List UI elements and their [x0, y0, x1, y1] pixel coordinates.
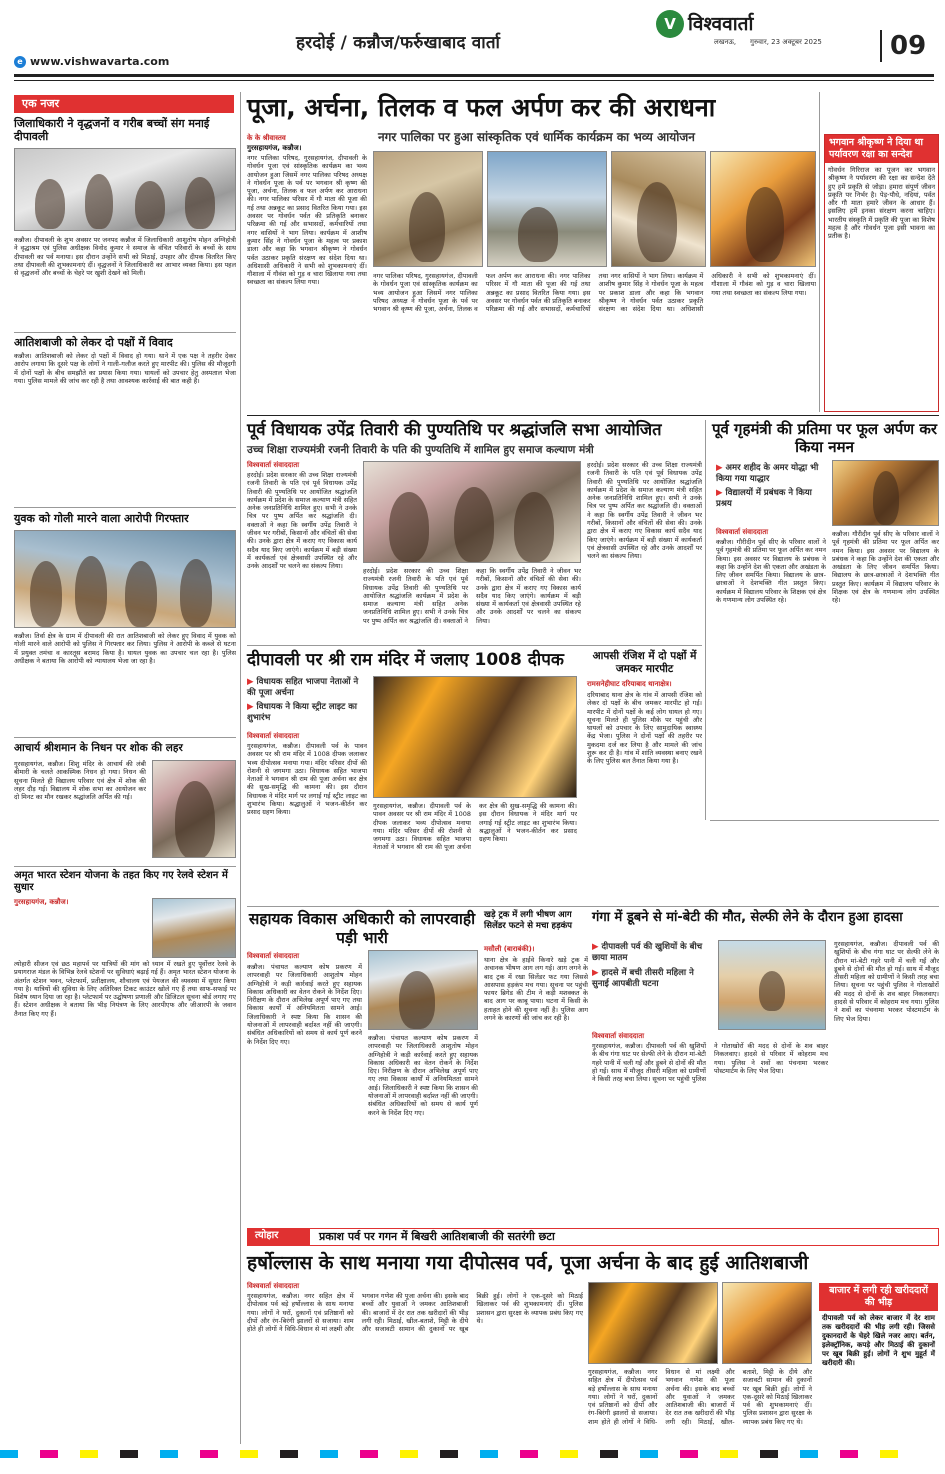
arrow-icon: ▶ [716, 463, 723, 473]
portrait-photo [152, 760, 236, 858]
issue-date: गुरुवार, 23 अक्टूबर 2025 [750, 38, 822, 46]
story-body-cont: कन्नौज। पंचायत कल्याण कोष प्रकरण में लापरवाही पर जिलाधिकारी आशुतोष मोहन अग्निहोत्री ने कड़ी कार्रवाई करते हुए सहायक विकास अधिकारी का वेतन रोकने के निर्देश दिए। निरीक्षण के दौरान अभिलेख अपूर्ण पाए गए तथा विकास कार्यों में अनियमितता सामने आई। जिलाधिकारी ने स्पष्ट किया कि शासन की योजनाओं में लापरवाही बर्दाश्त नहीं की जाएगी। संबंधित अधिकारियों को समय से कार्य पूर्ण करने के निर्देश दिए गए। [368, 1034, 478, 1117]
story-headline[interactable]: आतिशबाजी को लेकर दो पक्षों में विवाद [14, 336, 173, 349]
website[interactable] [14, 55, 169, 69]
story-photo [14, 530, 236, 628]
yellow-swatch [880, 1450, 898, 1458]
story-headline[interactable]: अमृत भारत स्टेशन योजना के तहत किए गए रेलवे स्टेशन में सुधार [14, 870, 228, 893]
cyan-swatch [480, 1450, 498, 1458]
story-headline[interactable]: आपसी रंजिश में दो पक्षों में जमकर मारपीट [592, 650, 697, 675]
arrow-icon: ▶ [592, 968, 599, 978]
column-divider [705, 420, 706, 820]
celebration-photo [588, 1282, 718, 1364]
column-divider [240, 92, 241, 1444]
officer-photo [368, 950, 478, 1030]
story-body-cont: गुरसहायगंज, कन्नौज। दीपावली पर्व के पावन अवसर पर श्री राम मंदिर में 1008 दीपक जलाकर भव्य दीपोत्सव मनाया गया। मंदिर परिसर दीपों की रोशनी से जगमगा उठा। विधायक सहित भाजपा नेताओं ने भगवान श्री राम की पूजा अर्चना कर क्षेत्र की सुख-समृद्धि की कामना की। इस दौरान विधायक ने मंदिर मार्ग पर लगाई गई स्ट्रीट लाइट का शुभारंभ किया। श्रद्धालुओं ने भजन-कीर्तन कर प्रसाद ग्रहण किया। [373, 802, 577, 852]
website-url[interactable]: www.vishwavarta.com [30, 55, 170, 68]
station-photo [152, 898, 236, 958]
story-body: थाना क्षेत्र के हाईवे किनारे खड़े ट्रक में अचानक भीषण आग लग गई। आग लगने के बाद ट्रक में रखा सिलेंडर फट गया जिससे आसपास हड़कंप मच गया। सूचना पर पहुंची फायर ब्रिगेड की टीम ने कड़ी मशक्कत के बाद आग पर काबू पाया। घटना में किसी के हताहत होने की सूचना नहीं है। पुलिस आग लगने के कारणों की जांच कर रही है। [484, 956, 588, 1023]
black-swatch [440, 1450, 458, 1458]
lead-photo [710, 151, 816, 267]
story-byline: विश्ववार्ता संवाददाता [716, 528, 769, 536]
story-body: दरियाबाद थाना क्षेत्र के गांव में आपसी रंजिश को लेकर दो पक्षों के बीच जमकर मारपीट हो गई। मारपीट में दोनों पक्षों के कई लोग घायल हो गए। सूचना मिलते ही पुलिस मौके पर पहुंची और घायलों को उपचार के लिए सामुदायिक स्वास्थ्य केंद्र भेजा। पुलिस ने दोनों पक्षों की तहरीर पर मुकदमा दर्ज कर लिया है और मामले की जांच शुरू कर दी है। गांव में शांति व्यवस्था बनाए रखने के लिए पुलिस बल तैनात किया गया है। [587, 691, 702, 766]
divider [14, 507, 236, 508]
story-headline[interactable]: दीपावली पर श्री राम मंदिर में जलाए 1008 दीपक [247, 650, 564, 670]
cyan-swatch [320, 1450, 338, 1458]
statue-photo [832, 460, 939, 526]
location: लखनऊ, [714, 38, 737, 46]
black-swatch [280, 1450, 298, 1458]
story-byline: गुरसहायगंज, कन्नौज। [14, 898, 69, 906]
story-bullet: ▶ दीपावली पर्व की खुशियों के बीच छाया मातम [592, 942, 703, 963]
magenta-swatch [680, 1450, 698, 1458]
market-headline[interactable]: बाजार में लगी रही खरीददारों की भीड़ [819, 1283, 938, 1311]
print-color-bar [0, 1450, 945, 1458]
story-body: त्योहारी सीजन एवं छठ महापर्व पर यात्रियों की मांग को ध्यान में रखते हुए पूर्वोत्तर रेलवे के प्रयागराज मंडल के विभिन्न रेलवे स्टेशनों पर सुविधाएं बढ़ाई गई हैं। अमृत भारत स्टेशन योजना के अंतर्गत स्टेशन भवन, प्लेटफार्म, प्रतीक्षालय, शौचालय एवं पेयजल की व्यवस्था में सुधार किया गया है। यात्रियों की सुविधा के लिए अतिरिक्त टिकट काउंटर खोले गए हैं तथा साफ-सफाई पर विशेष ध्यान दिया जा रहा है। प्लेटफार्म पर उद्घोषणा प्रणाली और डिजिटल सूचना बोर्ड लगाए गए हैं। स्टेशन अधीक्षक ने बताया कि भीड़ नियंत्रण के लिए आरपीएफ और जीआरपी के जवान तैनात किए गए हैं। [14, 960, 236, 1018]
yellow-swatch [240, 1450, 258, 1458]
black-swatch [600, 1450, 618, 1458]
sidebar-box [824, 134, 939, 412]
market-body: दीपावली पर्व को लेकर बाजार में देर शाम तक खरीददारों की भीड़ लगी रही। जिससे दुकानदारों के चेहरे खिले नजर आए। बर्तन, इलेक्ट्रॉनिक, कपड़े और मिठाई की दुकानों पर खूब बिक्री हुई। लोगों ने शुभ मुहूर्त में खरीदारी की। [822, 1314, 935, 1367]
story-byline: रामसनेहीघाट दरियाबाद थानाक्षेत्र। [587, 680, 672, 688]
cyan-swatch [800, 1450, 818, 1458]
story-body: गुरसहायगंज, कन्नौज। नगर सहित क्षेत्र में दीपोत्सव पर्व बड़े हर्षोल्लास के साथ मनाया गया। लोगों ने घरों, दुकानों एवं प्रतिष्ठानों को दीपों और रंग-बिरंगी झालरों से सजाया। शाम होते ही लोगों ने विधि-विधान से मां लक्ष्मी और भगवान गणेश की पूजा अर्चना की। इसके बाद बच्चों और युवाओं ने जमकर आतिशबाजी की। बाजारों में देर रात तक खरीदारों की भीड़ लगी रही। मिठाई, खील-बताशे, मिट्टी के दीये और सजावटी सामान की दुकानों पर खूब बिक्री हुई। लोगों ने एक-दूसरे को मिठाई खिलाकर पर्व की शुभकामनाएं दीं। पुलिस प्रशासन द्वारा सुरक्षा के व्यापक प्रबंध किए गए थे। [247, 1292, 583, 1334]
masthead-rule [14, 74, 934, 77]
arrow-icon: ▶ [247, 702, 254, 712]
story-bullet: ▶ विधायक ने किया स्ट्रीट लाइट का शुभारंभ [247, 702, 357, 723]
magenta-swatch [840, 1450, 858, 1458]
celebration-photo [722, 1282, 812, 1364]
magenta-swatch [520, 1450, 538, 1458]
page-number: 09 [880, 30, 926, 62]
city-line: हरदोई / कन्नौज/फर्रुखाबाद वार्ता [296, 33, 501, 53]
brand-name: विश्ववार्ता [688, 13, 754, 35]
story-body-cont: कन्नौज। गौरीदीन पूर्व सीए के परिवार वालों ने पूर्व गृहमंत्री की प्रतिमा पर फूल अर्पित कर नमन किया। इस अवसर पर विद्यालय के प्रबंधक ने कहा कि उन्होंने देश की एकता और अखंडता के लिए जीवन समर्पित किया। विद्यालय के छात्र-छात्राओं ने देशभक्ति गीत प्रस्तुत किए। कार्यक्रम में विद्यालय परिवार के शिक्षक एवं क्षेत्र के गणमान्य लोग उपस्थित रहे। [832, 530, 939, 605]
lead-body-cont: नगर पालिका परिषद, गुरसहायगंज, दीपावली के गोवर्धन पूजा एवं सांस्कृतिक कार्यक्रम का भव्य आयोजन हुआ जिसमें नगर पालिका परिषद अध्यक्ष ने गोवर्धन पूजा के पर्व पर भगवान श्री कृष्ण की पूजा, अर्चना, तिलक व फल अर्पण कर आराधना की। नगर पालिका परिसर में गौ माता की पूजा की गई तथा अन्नकूट का प्रसाद वितरित किया गया। इस अवसर पर गोवर्धन पर्वत की प्रतिकृति बनाकर परिक्रमा की गई और सभासदों, कर्मचारियों तथा नगर वासियों ने भाग लिया। कार्यक्रम में आशीष कुमार सिंह ने गोवर्धन पूजा के महत्व पर प्रकाश डाला और कहा कि भगवान श्रीकृष्ण ने गोवर्धन पर्वत उठाकर प्रकृति संरक्षण का संदेश दिया था। अधिशासी अधिकारी ने सभी को शुभकामनाएं दीं। गौशाला में गौवंश को गुड़ व चारा खिलाया गया तथा स्वच्छता का संकल्प लिया गया। [373, 272, 816, 314]
river-photo [718, 940, 826, 1030]
sidebar-headline[interactable]: भगवान श्रीकृष्ण ने दिया था पर्यावरण रक्षा का सन्देश [825, 135, 938, 163]
story-bullet: ▶ विद्यालयों में प्रबंधक ने किया प्रश्रय [716, 488, 812, 509]
lead-headline[interactable]: पूजा, अर्चना, तिलक व फल अर्पण कर की अराधना [247, 93, 716, 122]
story-byline: विश्ववार्ता संवाददाता [247, 1282, 300, 1290]
cyan-swatch [160, 1450, 178, 1458]
arrow-icon: ▶ [716, 488, 723, 498]
strip-label: त्योहार [255, 1230, 279, 1241]
diya-photo [373, 676, 577, 798]
story-byline: विश्ववार्ता संवाददाता [247, 732, 300, 740]
story-bullet: ▶ विधायक सहित भाजपा नेताओं ने की पूजा अर्चना [247, 677, 359, 698]
cyan-swatch [640, 1450, 658, 1458]
story-body: कन्नौज। गौरीदीन पूर्व सीए के परिवार वालों ने पूर्व गृहमंत्री की प्रतिमा पर फूल अर्पित कर नमन किया। इस अवसर पर विद्यालय के प्रबंधक ने कहा कि उन्होंने देश की एकता और अखंडता के लिए जीवन समर्पित किया। विद्यालय के छात्र-छात्राओं ने देशभक्ति गीत प्रस्तुत किए। कार्यक्रम में विद्यालय परिवार के शिक्षक एवं क्षेत्र के गणमान्य लोग उपस्थित रहे। [716, 538, 826, 605]
black-swatch [760, 1450, 778, 1458]
story-subhead: उच्च शिक्षा राज्यमंत्री रजनी तिवारी के पति की पुण्यतिथि में शामिल हुए समाज कल्याण मंत्री [247, 444, 594, 456]
magenta-swatch [360, 1450, 378, 1458]
divider [710, 820, 939, 821]
festival-strip [247, 1228, 939, 1246]
lead-dateline: गुरसहायगंज, कन्नौज। [247, 144, 302, 152]
divider [247, 906, 939, 907]
story-headline[interactable]: पूर्व गृहमंत्री की प्रतिमा पर फूल अर्पण कर किया नमन [711, 420, 938, 456]
story-byline: विश्ववार्ता संवाददाता [247, 952, 300, 960]
masthead-rule-thin [14, 80, 934, 81]
lead-subhead: नगर पालिका पर हुआ सांस्कृतिक एवं धार्मिक कार्यक्रम का भव्य आयोजन [378, 130, 695, 144]
story-byline: मसौली (बाराबंकी)। [484, 945, 535, 953]
story-headline[interactable]: सहायक विकास अधिकारी को लापरवाही पड़ी भारी [248, 910, 476, 947]
divider [14, 332, 236, 333]
market-box [818, 1282, 939, 1444]
story-photo [363, 461, 581, 563]
arrow-icon: ▶ [592, 942, 599, 952]
story-body: गुरसहायगंज, कन्नौज। दीपावली पर्व की खुशियों के बीच गंगा घाट पर सेल्फी लेने के दौरान मां-बेटी गहरे पानी में चली गईं और डूबने से दोनों की मौत हो गई। साथ में मौजूद तीसरी महिला को ग्रामीणों ने किसी तरह बचा लिया। सूचना पर पहुंची पुलिस ने गोताखोरों की मदद से दोनों के शव बाहर निकलवाए। हादसे से परिवार में कोहराम मच गया। पुलिस ने शवों का पंचनामा भरकर पोस्टमार्टम के लिए भेज दिया। [592, 1042, 828, 1084]
story-headline[interactable]: पूर्व विधायक उपेंद्र तिवारी की पुण्यतिथि पर श्रद्धांजलि सभा आयोजित [247, 420, 662, 439]
story-body: गुरसहायगंज, कन्नौज। शिशु मंदिर के आचार्य की लंबी बीमारी के चलते आकस्मिक निधन हो गया। निधन की सूचना मिलते ही विद्यालय परिवार एवं क्षेत्र में शोक की लहर दौड़ गई। विद्यालय में शोक सभा का आयोजन कर दो मिनट का मौन रखकर श्रद्धांजलि अर्पित की गई। [14, 760, 146, 802]
divider [14, 737, 236, 738]
sidebar-body: गोवर्धन गिरिराज का पूजन कर भगवान श्रीकृष्ण ने पर्यावरण की रक्षा का सन्देश देते हुए हमें प्रकृति से जोड़ा। हमारा संपूर्ण जीवन प्रकृति पर निर्भर है। पेड़-पौधे, नदियां, पर्वत और गौ माता हमारे जीवन के आधार हैं। इसलिए हमें इनका संरक्षण करना चाहिए। भारतीय संस्कृति में प्रकृति की पूजा का विशेष महत्व है और गोवर्धन पूजा इसी भावना का प्रतीक है। [828, 166, 935, 241]
lead-photo [611, 151, 706, 267]
story-body: कन्नौज। आतिशबाजी को लेकर दो पक्षों में विवाद हो गया। थाने में एक पक्ष ने तहरीर देकर आरोप लगाया कि दूसरे पक्ष के लोगों ने गाली-गलौज करते हुए मारपीट की। पुलिस की मौजूदगी में दोनों पक्षों के बीच समझौते का प्रयास किया गया। घायलों को उपचार हेतु अस्पताल भेजा गया। पुलिस मामले की जांच कर रही है तथा आवश्यक कार्रवाई की बात कही है। [14, 352, 236, 385]
story-body-cont: गुरसहायगंज, कन्नौज। नगर सहित क्षेत्र में दीपोत्सव पर्व बड़े हर्षोल्लास के साथ मनाया गया। लोगों ने घरों, दुकानों एवं प्रतिष्ठानों को दीपों और रंग-बिरंगी झालरों से सजाया। शाम होते ही लोगों ने विधि-विधान से मां लक्ष्मी और भगवान गणेश की पूजा अर्चना की। इसके बाद बच्चों और युवाओं ने जमकर आतिशबाजी की। बाजारों में देर रात तक खरीदारों की भीड़ लगी रही। मिठाई, खील-बताशे, मिट्टी के दीये और सजावटी सामान की दुकानों पर खूब बिक्री हुई। लोगों ने एक-दूसरे को मिठाई खिलाकर पर्व की शुभकामनाएं दीं। पुलिस प्रशासन द्वारा सुरक्षा के व्यापक प्रबंध किए गए थे। [588, 1368, 812, 1426]
arrow-icon: ▶ [247, 677, 254, 687]
lead-photo [373, 151, 483, 267]
section-tag: एक नजर [14, 95, 234, 113]
story-byline: विश्ववार्ता संवाददाता [592, 1032, 645, 1040]
story-body-cont: हरदोई। प्रदेश सरकार की उच्च शिक्षा राज्यमंत्री रजनी तिवारी के पति एवं पूर्व विधायक उपेंद्र तिवारी की पुण्यतिथि पर आयोजित श्रद्धांजलि कार्यक्रम में प्रदेश के समाज कल्याण मंत्री सहित अनेक जनप्रतिनिधि शामिल हुए। सभी ने उनके चित्र पर पुष्प अर्पित कर श्रद्धांजलि दी। वक्ताओं ने कहा कि स्वर्गीय उपेंद्र तिवारी ने जीवन भर गरीबों, किसानों और वंचितों की सेवा की। उनके द्वारा क्षेत्र में कराए गए विकास कार्य सदैव याद किए जाएंगे। कार्यक्रम में बड़ी संख्या में कार्यकर्ता एवं क्षेत्रवासी उपस्थित रहे और उनके आदर्शों पर चलने का संकल्प लिया। [363, 567, 581, 625]
story-byline: विश्ववार्ता संवाददाता [247, 461, 300, 469]
magenta-swatch [40, 1450, 58, 1458]
story-photo [14, 148, 236, 231]
story-body-cont: हरदोई। प्रदेश सरकार की उच्च शिक्षा राज्यमंत्री रजनी तिवारी के पति एवं पूर्व विधायक उपेंद्र तिवारी की पुण्यतिथि पर आयोजित श्रद्धांजलि कार्यक्रम में प्रदेश के समाज कल्याण मंत्री सहित अनेक जनप्रतिनिधि शामिल हुए। सभी ने उनके चित्र पर पुष्प अर्पित कर श्रद्धांजलि दी। वक्ताओं ने कहा कि स्वर्गीय उपेंद्र तिवारी ने जीवन भर गरीबों, किसानों और वंचितों की सेवा की। उनके द्वारा क्षेत्र में कराए गए विकास कार्य सदैव याद किए जाएंगे। कार्यक्रम में बड़ी संख्या में कार्यकर्ता एवं क्षेत्रवासी उपस्थित रहे और उनके आदर्शों पर चलने का संकल्प लिया। [587, 461, 702, 561]
yellow-swatch [400, 1450, 418, 1458]
lead-byline: के के श्रीवास्तव [247, 134, 286, 142]
column-divider [819, 92, 820, 412]
story-headline[interactable]: हर्षोल्लास के साथ मनाया गया दीपोत्सव पर्व, पूजा अर्चना के बाद हुई आतिशबाजी [247, 1252, 809, 1274]
story-headline[interactable]: गंगा में डूबने से मां-बेटी की मौत, सेल्फी लेने के दौरान हुआ हादसा [592, 910, 903, 925]
magenta-swatch [200, 1450, 218, 1458]
lead-body-col1: नगर पालिका परिषद, गुरसहायगंज, दीपावली के गोवर्धन पूजा एवं सांस्कृतिक कार्यक्रम का भव्य आयोजन हुआ जिसमें नगर पालिका परिषद अध्यक्ष ने गोवर्धन पूजा के पर्व पर भगवान श्री कृष्ण की पूजा, अर्चना, तिलक व फल अर्पण कर आराधना की। नगर पालिका परिसर में गौ माता की पूजा की गई तथा अन्नकूट का प्रसाद वितरित किया गया। इस अवसर पर गोवर्धन पर्वत की प्रतिकृति बनाकर परिक्रमा की गई और सभासदों, कर्मचारियों तथा नगर वासियों ने भाग लिया। कार्यक्रम में आशीष कुमार सिंह ने गोवर्धन पूजा के महत्व पर प्रकाश डाला और कहा कि भगवान श्रीकृष्ण ने गोवर्धन पर्वत उठाकर प्रकृति संरक्षण का संदेश दिया था। अधिशासी अधिकारी ने सभी को शुभकामनाएं दीं। गौशाला में गौवंश को गुड़ व चारा खिलाया गया तथा स्वच्छता का संकल्प लिया गया। [247, 154, 367, 287]
story-bullet: ▶ अमर शहीद के अमर योद्धा भी किया गया याद्धार [716, 463, 819, 484]
strip-text: प्रकाश पर्व पर गगन में बिखरी आतिशबाजी की सतरंगी छटा [319, 1230, 555, 1243]
story-body: गुरसहायगंज, कन्नौज। दीपावली पर्व के पावन अवसर पर श्री राम मंदिर में 1008 दीपक जलाकर भव्य दीपोत्सव मनाया गया। मंदिर परिसर दीपों की रोशनी से जगमगा उठा। विधायक सहित भाजपा नेताओं ने भगवान श्री राम की पूजा अर्चना कर क्षेत्र की सुख-समृद्धि की कामना की। इस दौरान विधायक ने मंदिर मार्ग पर लगाई गई स्ट्रीट लाइट का शुभारंभ किया। श्रद्धालुओं ने भजन-कीर्तन कर प्रसाद ग्रहण किया। [247, 742, 367, 817]
brand-logo-icon: V [656, 10, 684, 38]
story-body: कन्नौज। दीपावली के शुभ अवसर पर जनपद कन्नौज में जिलाधिकारी आशुतोष मोहन अग्निहोत्री ने वृद्धाश्रम एवं पुलिस अधीक्षक विनोद कुमार ने समाज के वंचित परिवारों के बच्चों के साथ दीपावली का पर्व मनाया। इस दौरान उन्होंने सभी को मिठाई, उपहार और दीपक वितरित किए तथा दीपावली की शुभकामनाएं दीं। वृद्धजनों ने जिलाधिकारी का आभार व्यक्त किया। इस पहल से वृद्धजनों और बच्चों के चेहरे पर खुशी देखने को मिली। [14, 236, 236, 278]
story-body: हरदोई। प्रदेश सरकार की उच्च शिक्षा राज्यमंत्री रजनी तिवारी के पति एवं पूर्व विधायक उपेंद्र तिवारी की पुण्यतिथि पर आयोजित श्रद्धांजलि कार्यक्रम में प्रदेश के समाज कल्याण मंत्री सहित अनेक जनप्रतिनिधि शामिल हुए। सभी ने उनके चित्र पर पुष्प अर्पित कर श्रद्धांजलि दी। वक्ताओं ने कहा कि स्वर्गीय उपेंद्र तिवारी ने जीवन भर गरीबों, किसानों और वंचितों की सेवा की। उनके द्वारा क्षेत्र में कराए गए विकास कार्य सदैव याद किए जाएंगे। कार्यक्रम में बड़ी संख्या में कार्यकर्ता एवं क्षेत्रवासी उपस्थित रहे और उनके आदर्शों पर चलने का संकल्प लिया। [247, 471, 357, 571]
story-headline[interactable]: आचार्य श्रीशमान के निधन पर शोक की लहर [14, 742, 183, 754]
story-body: कन्नौज। तिर्वा क्षेत्र के ग्राम में दीपावली की रात आतिशबाजी को लेकर हुए विवाद में युवक को गोली मारने वाले आरोपी को पुलिस ने गिरफ्तार कर लिया। पुलिस ने आरोपी के कब्जे से घटना में प्रयुक्त तमंचा व कारतूस बरामद किया है। घायल युवक का उपचार चल रहा है। पुलिस अधीक्षक ने बताया कि आरोपी को न्यायालय भेजा जा रहा है। [14, 632, 236, 665]
story-body: कन्नौज। पंचायत कल्याण कोष प्रकरण में लापरवाही पर जिलाधिकारी आशुतोष मोहन अग्निहोत्री ने कड़ी कार्रवाई करते हुए सहायक विकास अधिकारी का वेतन रोकने के निर्देश दिए। निरीक्षण के दौरान अभिलेख अपूर्ण पाए गए तथा विकास कार्यों में अनियमितता सामने आई। जिलाधिकारी ने स्पष्ट किया कि शासन की योजनाओं में लापरवाही बर्दाश्त नहीं की जाएगी। संबंधित अधिकारियों को समय से कार्य पूर्ण करने के निर्देश दिए गए। [247, 963, 362, 1046]
story-body-cont: गुरसहायगंज, कन्नौज। दीपावली पर्व की खुशियों के बीच गंगा घाट पर सेल्फी लेने के दौरान मां-बेटी गहरे पानी में चली गईं और डूबने से दोनों की मौत हो गई। साथ में मौजूद तीसरी महिला को ग्रामीणों ने किसी तरह बचा लिया। सूचना पर पहुंची पुलिस ने गोताखोरों की मदद से दोनों के शव बाहर निकलवाए। हादसे से परिवार में कोहराम मच गया। पुलिस ने शवों का पंचनामा भरकर पोस्टमार्टम के लिए भेज दिया। [834, 940, 939, 1023]
story-headline[interactable]: खड़े ट्रक में लगी भीषण आग सिलेंडर फटने से मचा हड़कंप [484, 910, 572, 931]
divider [247, 415, 939, 416]
yellow-swatch [80, 1450, 98, 1458]
globe-icon: e [14, 56, 26, 68]
story-bullet: ▶ हादसे में बची तीसरी महिला ने सुनाई आपबीती घटना [592, 968, 694, 989]
yellow-swatch [720, 1450, 738, 1458]
black-swatch [120, 1450, 138, 1458]
lead-photo [487, 151, 607, 267]
story-headline[interactable]: जिलाधिकारी ने वृद्धजनों व गरीब बच्चों संग मनाई दीपावली [14, 117, 210, 143]
story-headline[interactable]: युवक को गोली मारने वाला आरोपी गिरफ्तार [14, 512, 189, 525]
cyan-swatch [0, 1450, 18, 1458]
divider [14, 866, 236, 867]
divider [247, 645, 702, 646]
masthead [0, 0, 945, 84]
yellow-swatch [560, 1450, 578, 1458]
